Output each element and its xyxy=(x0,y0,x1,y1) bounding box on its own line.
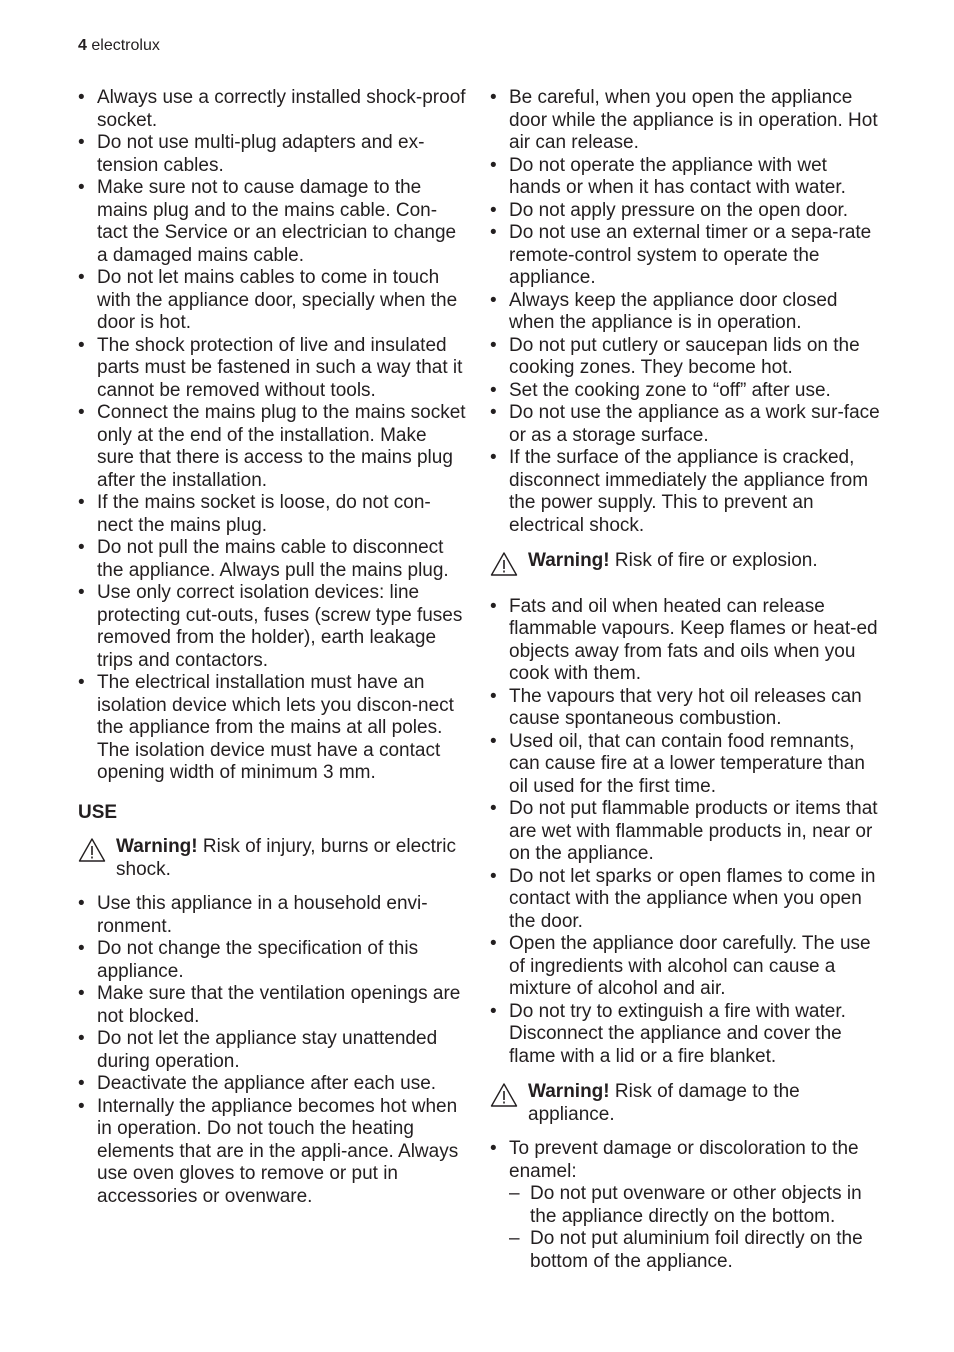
list-item: • Deactivate the appliance after each use. xyxy=(78,1073,466,1096)
sub-list-item: – Do not put ovenware or other objects in the appliance directly on the bottom. xyxy=(509,1183,882,1228)
fire-safety-list xyxy=(490,596,882,1069)
list-item: • Make sure not to cause damage to the mains plug and to the mains cable. Con-tact the Service or an electrician to change a damaged mains cable. xyxy=(78,177,466,267)
warning-text: Risk of fire or explosion. xyxy=(614,550,818,571)
list-item: • If the surface of the appliance is cracked, disconnect immediately the appliance from the power supply. This to prevent an electrical shock. xyxy=(490,447,882,537)
list-item: • The vapours that very hot oil releases can cause spontaneous combustion. xyxy=(490,686,882,731)
page-header xyxy=(78,36,160,56)
warning-text: Risk of injury, burns or electric shock. xyxy=(116,836,456,880)
list-item: • Do not let the appliance stay unattended during operation. xyxy=(78,1028,466,1073)
electrical-safety-list xyxy=(78,87,466,785)
list-item: • Do not operate the appliance with wet hands or when it has contact with water. xyxy=(490,155,882,200)
warning-text: Risk of damage to the appliance. xyxy=(528,1081,800,1125)
list-item: • Do not use the appliance as a work sur-face or as a storage surface. xyxy=(490,402,882,447)
list-item: • If the mains socket is loose, do not con-nect the mains plug. xyxy=(78,492,466,537)
left-column xyxy=(78,87,466,1208)
list-item: • Use this appliance in a household envi-ronment. xyxy=(78,893,466,938)
list-item: • Open the appliance door carefully. The use of ingredients with alcohol can cause a mixture of alcohol and air. xyxy=(490,933,882,1001)
section-title-use: USE xyxy=(78,801,118,823)
list-item: • Do not pull the mains cable to disconnect the appliance. Always pull the mains plug. xyxy=(78,537,466,582)
sub-list-item: – Do not put aluminium foil directly on the bottom of the appliance. xyxy=(509,1228,882,1273)
list-item: • Do not use multi-plug adapters and ex-tension cables. xyxy=(78,132,466,177)
list-item: • Always keep the appliance door closed when the appliance is in operation. xyxy=(490,290,882,335)
list-item-text: To prevent damage or discoloration to the enamel: xyxy=(509,1138,859,1182)
list-item: • Always use a correctly installed shock-proof socket. xyxy=(78,87,466,132)
use-list xyxy=(78,893,466,1208)
sub-list xyxy=(509,1183,882,1273)
warning-injury xyxy=(78,836,466,881)
warning-label: Warning! xyxy=(528,550,610,571)
list-item: • The shock protection of live and insulated parts must be fastened in such a way that it cannot be removed without tools. xyxy=(78,335,466,403)
list-item: • Do not try to extinguish a fire with water. Disconnect the appliance and cover the flame with a lid or a fire blanket. xyxy=(490,1001,882,1069)
warning-damage xyxy=(490,1081,882,1126)
list-item: • Do not put flammable products or items that are wet with flammable products in, near or on the appliance. xyxy=(490,798,882,866)
list-item: • Be careful, when you open the appliance door while the appliance is in operation. Hot air can release. xyxy=(490,87,882,155)
list-item: • Use only correct isolation devices: line protecting cut-outs, fuses (screw type fuses removed from the holder), earth leakage trips and contactors. xyxy=(78,582,466,672)
list-item: • The electrical installation must have an isolation device which lets you discon-nect the appliance from the mains at all poles. The isolation device must have a contact opening width of minimum 3 mm. xyxy=(78,672,466,785)
page-number: 4 xyxy=(78,37,87,54)
warning-label: Warning! xyxy=(528,1081,610,1102)
list-item: • Used oil, that can contain food remnants, can cause fire at a lower temperature than oil used for the first time. xyxy=(490,731,882,799)
list-item: • Do not let mains cables to come in touch with the appliance door, specially when the door is hot. xyxy=(78,267,466,335)
right-column xyxy=(490,87,882,1273)
list-item: • Do not put cutlery or saucepan lids on the cooking zones. They become hot. xyxy=(490,335,882,380)
list-item: • Internally the appliance becomes hot when in operation. Do not touch the heating elements that are in the appli-ance. Always use oven gloves to remove or put in accessories or ovenware. xyxy=(78,1096,466,1209)
warning-fire xyxy=(490,550,882,573)
damage-prevention-list xyxy=(490,1138,882,1273)
list-item: • Do not apply pressure on the open door. xyxy=(490,200,882,223)
list-item: • Fats and oil when heated can release flammable vapours. Keep flames or heat-ed objects away from fats and oils when you cook with them. xyxy=(490,596,882,686)
list-item xyxy=(490,1138,882,1273)
warning-triangle-icon xyxy=(490,551,518,577)
list-item: • Make sure that the ventilation openings are not blocked. xyxy=(78,983,466,1028)
list-item: • Do not change the specification of this appliance. xyxy=(78,938,466,983)
list-item: • Do not use an external timer or a sepa-rate remote-control system to operate the appliance. xyxy=(490,222,882,290)
operation-safety-list xyxy=(490,87,882,537)
warning-triangle-icon xyxy=(490,1082,518,1108)
list-item: • Do not let sparks or open flames to come in contact with the appliance when you open the door. xyxy=(490,866,882,934)
brand-name: electrolux xyxy=(91,37,160,54)
list-item: • Connect the mains plug to the mains socket only at the end of the installation. Make sure that there is access to the mains plug after the installation. xyxy=(78,402,466,492)
list-item: • Set the cooking zone to “off” after use. xyxy=(490,380,882,403)
warning-triangle-icon xyxy=(78,837,106,863)
warning-label: Warning! xyxy=(116,836,198,857)
